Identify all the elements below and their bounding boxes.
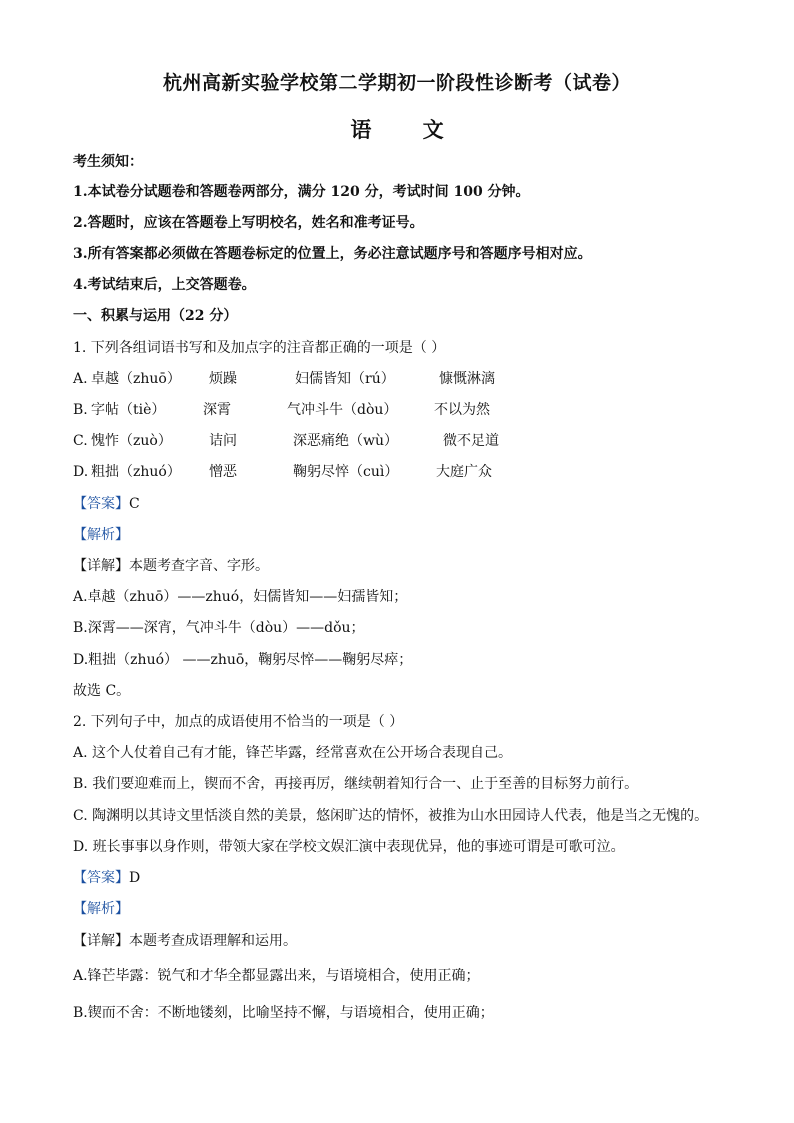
section-heading: 一、积累与运用（22 分） — [73, 308, 238, 324]
analysis-line: A.锋芒毕露：锐气和才华全都显露出来，与语境相合，使用正确； — [73, 968, 480, 984]
option-row — [73, 431, 733, 451]
answer-tag: 【答案】 — [73, 496, 129, 512]
answer-value: D — [129, 870, 141, 886]
option-word: 慷慨淋漓 — [439, 371, 495, 387]
answer-line — [73, 868, 140, 888]
option-row — [73, 369, 733, 389]
analysis-line: 故选 C。 — [73, 683, 131, 699]
option-word: 字帖（tiè） — [91, 402, 166, 418]
option-word: 憎恶 — [209, 464, 237, 480]
detail-text: 本题考查字音、字形。 — [129, 558, 269, 574]
option-word: 粗拙（zhuó） — [91, 464, 181, 480]
subject-title: 语 文 — [350, 117, 466, 142]
option-word: 深恶痛绝（wù） — [293, 433, 398, 449]
notice-item: 3.所有答案都必须做在答题卷标定的位置上，务必注意试题序号和答题序号相对应。 — [73, 246, 592, 262]
option-word: 不以为然 — [434, 402, 490, 418]
option-word: 烦躁 — [209, 371, 237, 387]
analysis-line: A.卓越（zhuō）——zhuó，妇儒皆知——妇孺皆知； — [73, 589, 408, 605]
option-line: B. 我们要迎难而上，锲而不舍，再接再厉，继续朝着知行合一、止于至善的目标努力前行。 — [73, 776, 639, 792]
option-label: A. — [73, 371, 88, 387]
answer-tag: 【答案】 — [73, 870, 129, 886]
option-label: D. — [73, 464, 89, 480]
option-line: C. 陶渊明以其诗文里恬淡自然的美景，悠闲旷达的情怀，被推为山水田园诗人代表，他是当之无愧的。 — [73, 808, 709, 824]
option-word: 愧怍（zuò） — [91, 433, 172, 449]
answer-line — [73, 494, 140, 514]
option-word: 卓越（zhuō） — [91, 371, 181, 387]
detail-line — [73, 931, 297, 951]
exam-title: 杭州高新实验学校第二学期初一阶段性诊断考（试卷） — [162, 72, 631, 94]
option-word: 深霄 — [203, 402, 231, 418]
option-word: 诘问 — [209, 433, 237, 449]
option-row — [73, 462, 733, 482]
analysis-line: D.粗拙（zhuó） ——zhuō，鞠躬尽悴——鞠躬尽瘁； — [73, 652, 413, 668]
analysis-tag: 【解析】 — [73, 901, 129, 917]
detail-tag: 【详解】 — [73, 558, 129, 574]
notice-item: 2.答题时，应该在答题卷上写明校名，姓名和准考证号。 — [73, 215, 424, 231]
question-stem: 1. 下列各组词语书写和及加点字的注音都正确的一项是（ ） — [73, 340, 446, 356]
option-label: B. — [73, 402, 88, 418]
option-line: D. 班长事事以身作则，带领大家在学校文娱汇演中表现优异，他的事迹可谓是可歌可泣。 — [73, 839, 625, 855]
detail-tag: 【详解】 — [73, 933, 129, 949]
option-word: 大庭广众 — [436, 464, 492, 480]
notice-item: 1.本试卷分试题卷和答题卷两部分，满分 120 分，考试时间 100 分钟。 — [73, 184, 530, 200]
option-word: 妇儒皆知（rú） — [295, 371, 395, 387]
answer-value: C — [129, 496, 140, 512]
option-word: 微不足道 — [443, 433, 499, 449]
notice-heading: 考生须知： — [73, 154, 143, 170]
option-label: C. — [73, 433, 88, 449]
option-line: A. 这个人仗着自己有才能，锋芒毕露，经常喜欢在公开场合表现自己。 — [73, 745, 513, 761]
analysis-line: B.锲而不舍：不断地镂刻，比喻坚持不懈，与语境相合，使用正确； — [73, 1005, 494, 1021]
option-row — [73, 400, 733, 420]
option-word: 鞠躬尽悴（cuì） — [293, 464, 399, 480]
analysis-tag: 【解析】 — [73, 527, 129, 543]
option-word: 气冲斗牛（dòu） — [287, 402, 398, 418]
detail-line — [73, 556, 269, 576]
detail-text: 本题考查成语理解和运用。 — [129, 933, 297, 949]
question-stem: 2. 下列句子中，加点的成语使用不恰当的一项是（ ） — [73, 714, 404, 730]
notice-item: 4.考试结束后，上交答题卷。 — [73, 277, 256, 293]
analysis-line: B.深霄——深宵，气冲斗牛（dòu）——dǒu； — [73, 620, 365, 636]
